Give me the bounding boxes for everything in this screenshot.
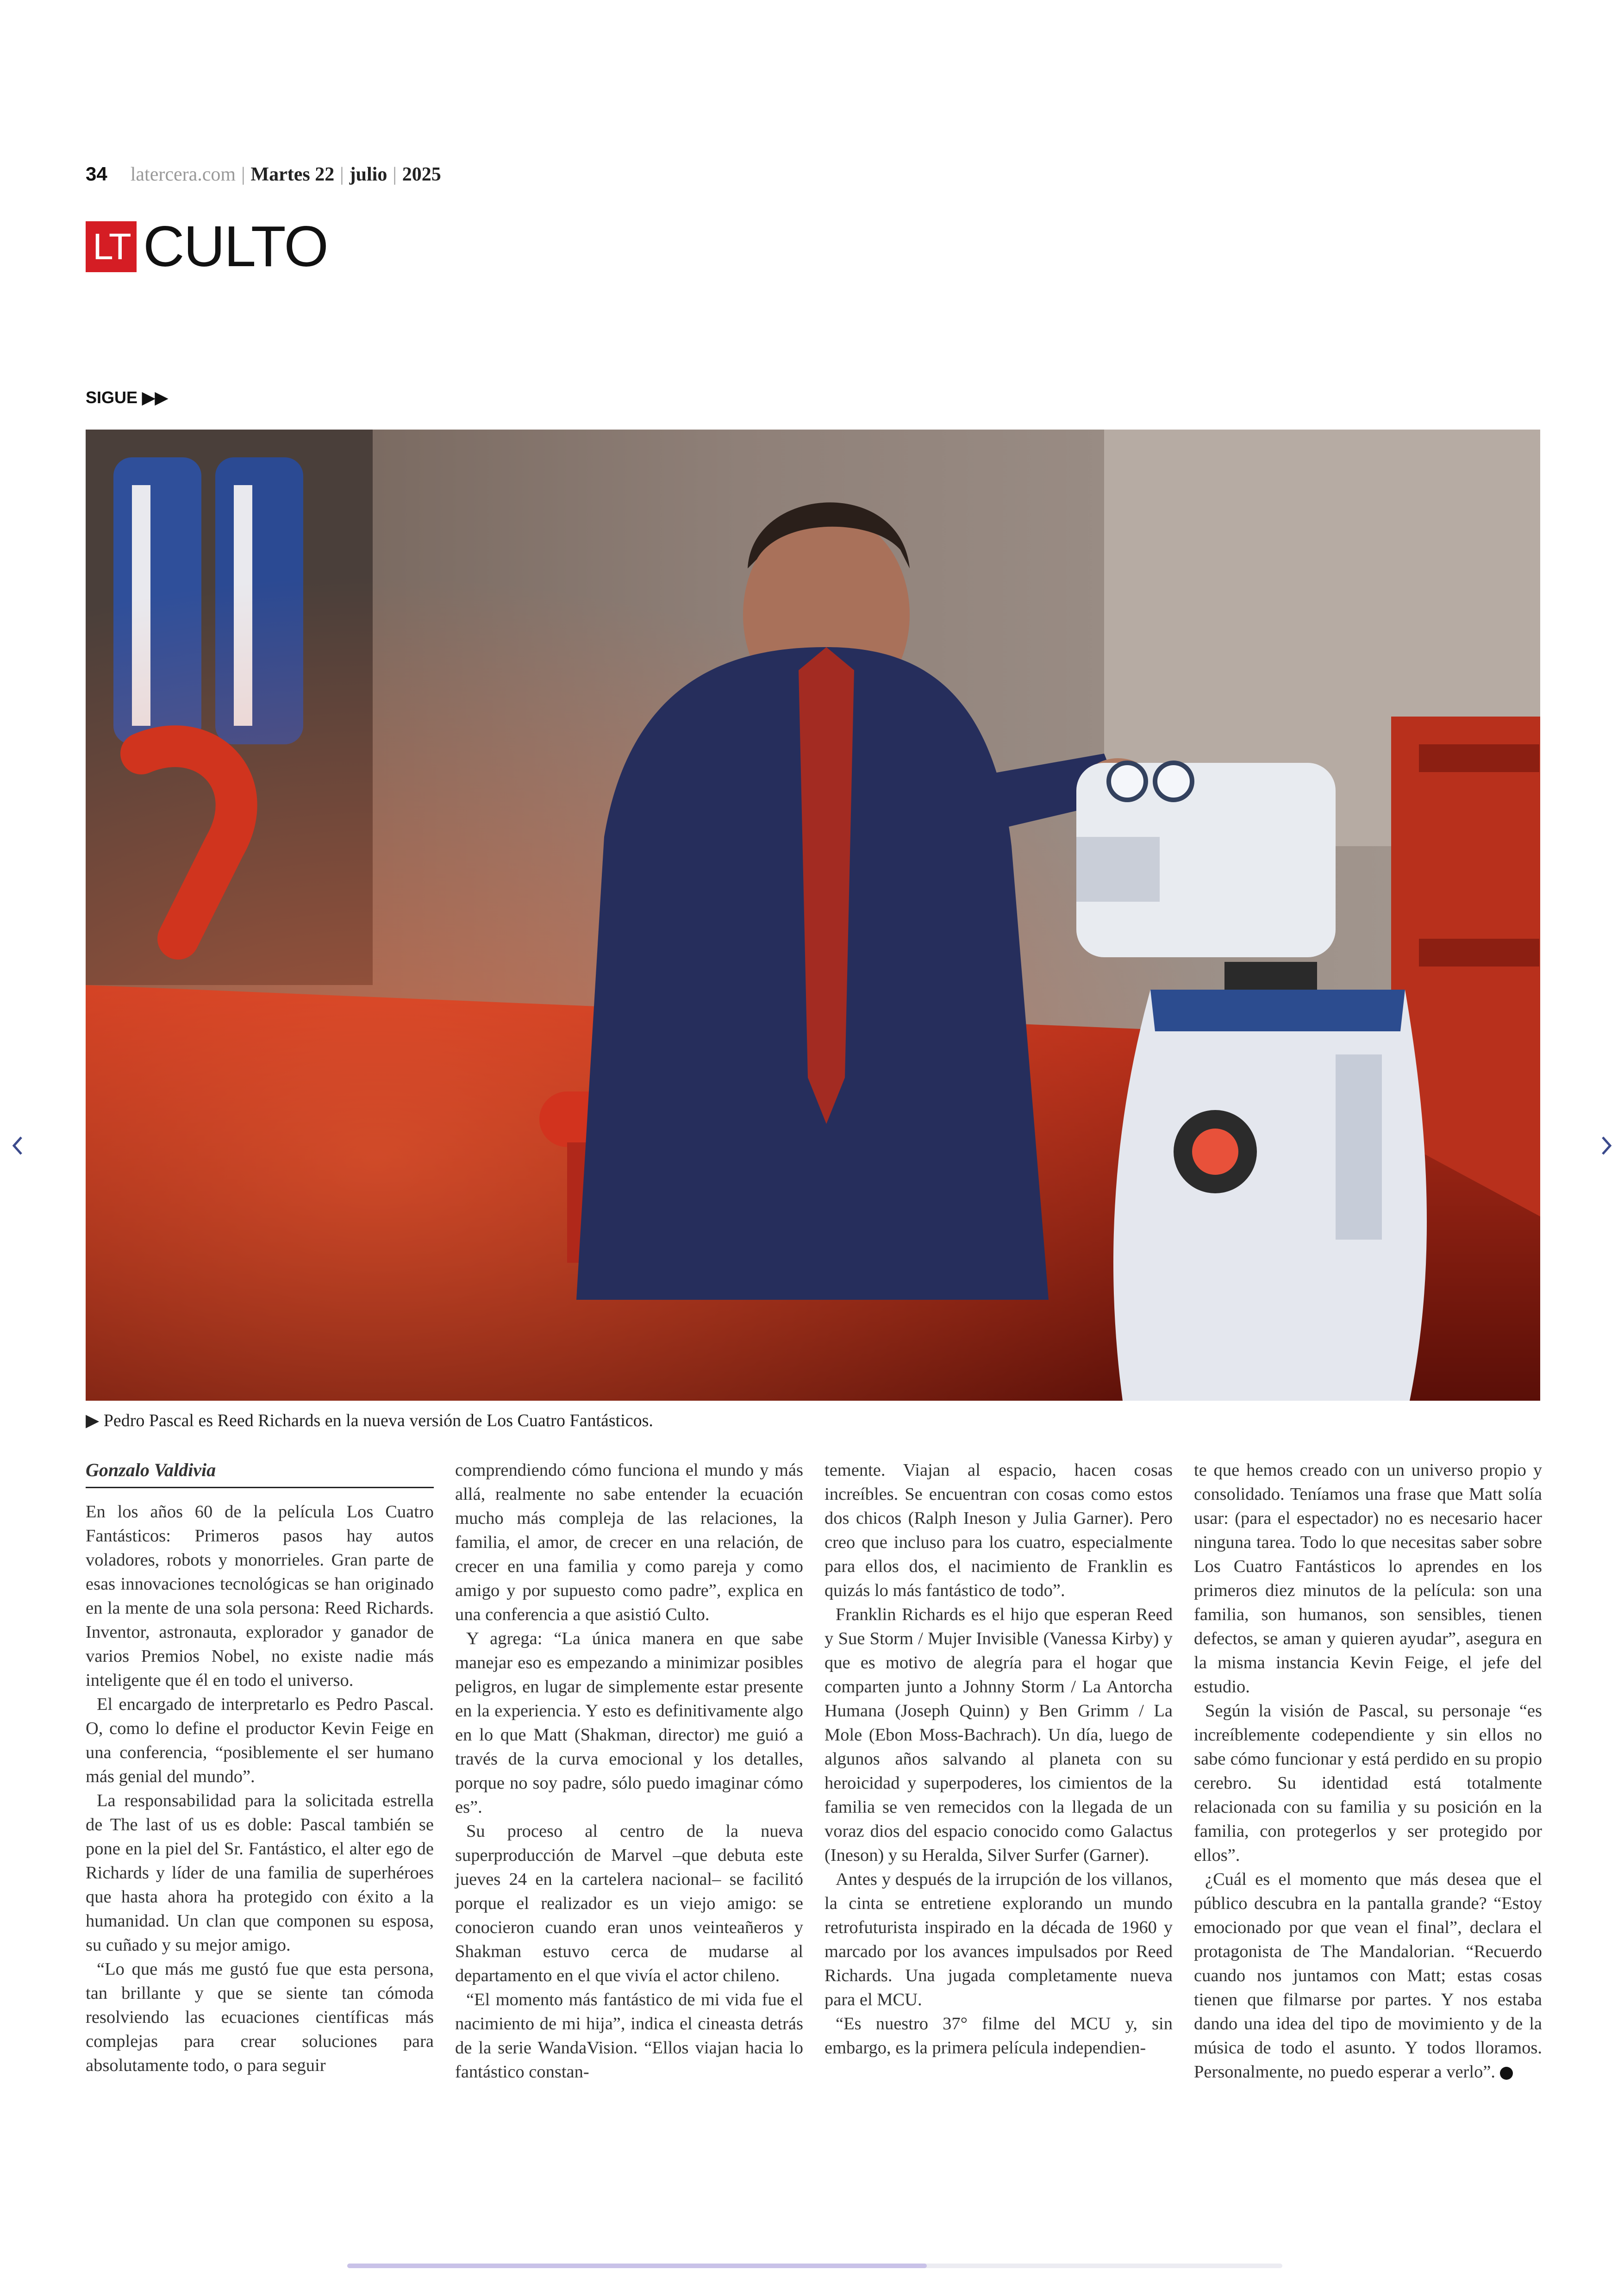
paragraph <box>1194 1867 1542 2084</box>
paragraph: te que hemos creado con un universo propio y consolidado. Teníamos una frase que Matt solía usar: (para el espectador) no es necesario hacer ninguna tarea. Todo lo que necesitas saber sobre Los Cuatro Fantásticos lo aprendes en los primeros diez minutos de la película: son una familia, son humanos, son sensibles, tienen defectos, se aman y quieren ayudar”, asegura en la misma instancia Kevin Feige, el jefe del estudio. <box>1194 1460 1542 1696</box>
paragraph: Y agrega: “La única manera en que sabe manejar eso es empezando a minimizar posibles peligros, en lugar de simplemente estar presente en la experiencia. Y esto es definitivamente algo en lo que Matt (Shakman, director) me guió a través de la curva emocional y los detalles, porque no soy padre, sólo puedo imaginar cómo es”. <box>455 1629 803 1817</box>
end-of-article-icon <box>1500 2067 1513 2080</box>
article-column-4 <box>1194 1458 1542 2084</box>
section-logo <box>86 215 328 279</box>
next-page-button[interactable] <box>1593 1132 1620 1160</box>
article-column-3 <box>824 1458 1173 2060</box>
paragraph: Según la visión de Pascal, su personaje “es increíblemente codependiente y sin ellos no sabe cómo funcionar y está perdido en su propio cerebro. Su identidad está totalmente relacionada con su familia y su posición en la familia, con protegerlos y ser protegido por ellos”. <box>1194 1701 1542 1865</box>
page-number: 34 <box>86 163 107 185</box>
section-name: CULTO <box>143 215 328 279</box>
chevron-left-icon <box>9 1135 26 1157</box>
paragraph: Franklin Richards es el hijo que esperan Reed y Sue Storm / Mujer Invisible (Vanessa Kirby) y que es motivo de alegría para el hogar que comparten junto a Johnny Storm / La Antorcha Humana (Joseph Quinn) y Ben Grimm / La Mole (Ebon Moss-Bachrach). Un día, luego de algunos años salvando al planeta con su heroicidad y superpoderes, los cimientos de la familia se ven remecidos con la llegada de un voraz dios del espacio conocido como Galactus (Ineson) y su Heralda, Silver Surfer (Garner). <box>824 1605 1173 1865</box>
date-day: Martes 22 <box>250 164 335 185</box>
paragraph: Su proceso al centro de la nueva superproducción de Marvel –que debuta este jueves 24 en la cartelera nacional– se facilitó porque el realizador es un viejo amigo: se conocieron cuando eran unos veinteañeros y Shakman estuvo cerca de mudarse al departamento en el que vivía el actor chileno. <box>455 1821 803 1985</box>
previous-page-button[interactable] <box>4 1132 31 1160</box>
paragraph: temente. Viajan al espacio, hacen cosas increíbles. Se encuentran con cosas como estos dos chicos (Ralph Ineson y Julia Garner). Pero creo que incluso para los cuatro, especialmente para ellos dos, el nacimiento de Franklin es quizás lo más fantástico de todo”. <box>824 1460 1173 1600</box>
paragraph-text: ¿Cuál es el momento que más desea que el público descubra en la pantalla grande? “Estoy emocionado por que vean el final”, declara el protagonista de The Mandalorian. “Recuerdo cuando nos juntamos con Matt; estas cosas tienen que filmarse por partes. Y nos estaba dando una idea del tipo de movimiento y de la música de todo el asunto. Y todos lloramos. Personalmente, no puedo esperar a verlo”. <box>1194 1870 1542 2082</box>
page-header: 34 latercera.com | Martes 22 | julio | 2025 <box>86 163 441 185</box>
chevron-right-icon <box>1598 1135 1615 1157</box>
paragraph: “Lo que más me gustó fue que esta persona, tan brillante y que se siente tan cómoda resolviendo las ecuaciones científicas más complejas para crear soluciones para absolutamente todo, o para seguir <box>86 1959 434 2075</box>
site-name: latercera.com <box>130 164 236 185</box>
paragraph: “El momento más fantástico de mi vida fue el nacimiento de mi hija”, indica el cineasta detrás de la serie WandaVision. “Ellos viajan hacia lo fantástico constan- <box>455 1990 803 2082</box>
paragraph: La responsabilidad para la solicitada estrella de The last of us es doble: Pascal también se pone en la piel del Sr. Fantástico, el alter ego de Richards y líder de una familia de superhéroes que hasta ahora ha protegido con éxito a la humanidad. Un clan que componen su esposa, su cuñado y su mejor amigo. <box>86 1791 434 1955</box>
photo-caption: ▶ Pedro Pascal es Reed Richards en la nueva versión de Los Cuatro Fantásticos. <box>86 1411 653 1430</box>
paragraph: comprendiendo cómo funciona el mundo y más allá, realmente no sabe entender la ecuación mucho más compleja de las relaciones, la familia, el amor, de crecer en una relación, de crecer en una familia y como pareja y como amigo y por supuesto como padre”, explica en una conferencia a que asistió Culto. <box>455 1460 803 1624</box>
article-photo <box>86 430 1540 1401</box>
lt-logo-mark: LT <box>86 221 137 272</box>
paragraph: En los años 60 de la película Los Cuatro Fantásticos: Primeros pasos hay autos voladores, robots y monorrieles. Gran parte de esas innovaciones tecnológicas se han originado en la mente de una sola persona: Reed Richards. Inventor, astronauta, explorador y ganador de varios Premios Nobel, no existe nadie más inteligente que él en todo el universo. <box>86 1502 434 1690</box>
continues-label: SIGUE ▶▶ <box>86 388 168 407</box>
scrollbar-thumb[interactable] <box>347 2264 927 2268</box>
paragraph: “Es nuestro 37° filme del MCU y, sin embargo, es la primera película independien- <box>824 2014 1173 2058</box>
article-column-1 <box>86 1458 434 2077</box>
article-column-2 <box>455 1458 803 2084</box>
date-month: julio <box>349 164 387 185</box>
date-year: 2025 <box>402 164 441 185</box>
paragraph: Antes y después de la irrupción de los villanos, la cinta se entretiene explorando un mundo retrofuturista inspirado en la década de 1960 y marcado por los avances impulsados por Reed Richards. Una jugada completamente nueva para el MCU. <box>824 1870 1173 2009</box>
byline: Gonzalo Valdivia <box>86 1458 434 1488</box>
paragraph: El encargado de interpretarlo es Pedro Pascal. O, como lo define el productor Kevin Feige en una conferencia, “posiblemente el ser humano más genial del mundo”. <box>86 1695 434 1786</box>
